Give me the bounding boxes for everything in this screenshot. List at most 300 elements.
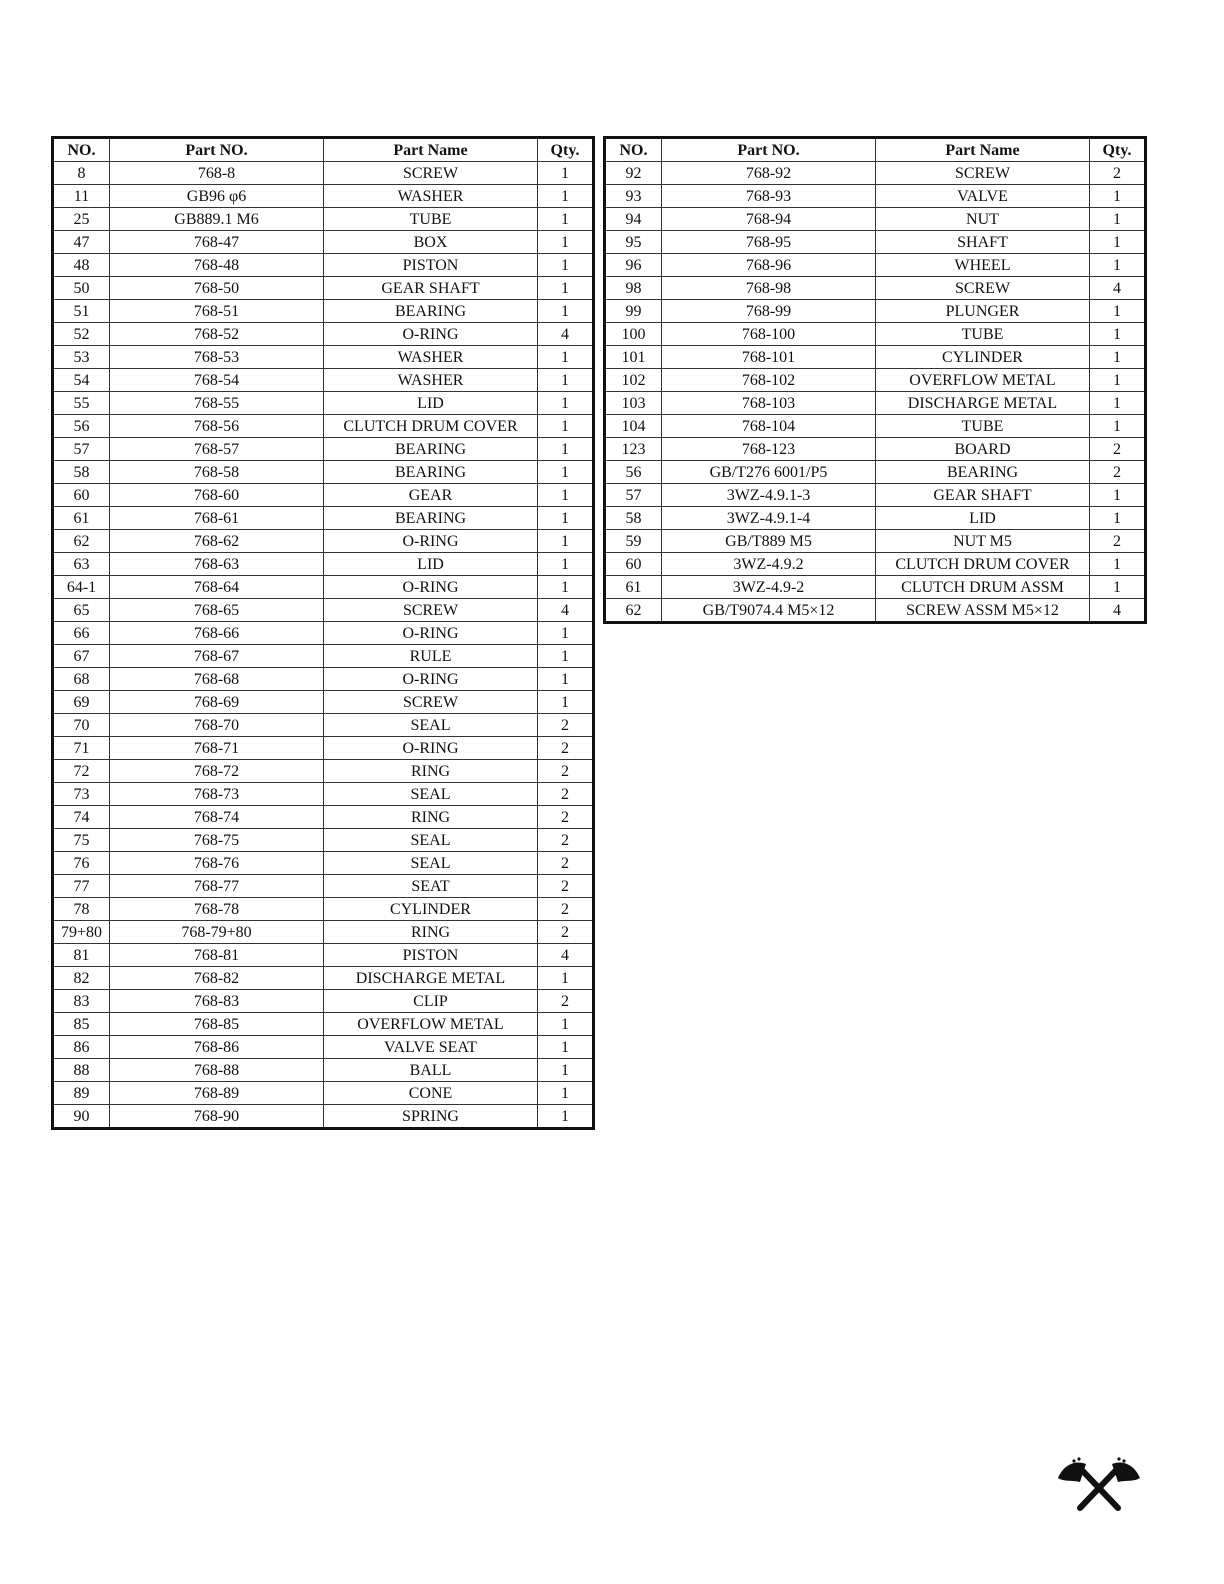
cell-no: 59 [605,530,662,553]
cell-part-no: 768-76 [110,852,324,875]
cell-part-no: 768-63 [110,553,324,576]
cell-part-no: 768-57 [110,438,324,461]
cell-no: 76 [53,852,110,875]
cell-qty: 2 [538,737,594,760]
table-row [605,323,1146,346]
table-row [605,461,1146,484]
cell-qty: 2 [538,990,594,1013]
cell-qty: 1 [1090,323,1146,346]
cell-part-name: TUBE [324,208,538,231]
cell-part-name: SCREW [324,599,538,622]
cell-part-name: BEARING [324,461,538,484]
cell-part-name: CONE [324,1082,538,1105]
cell-qty: 1 [1090,507,1146,530]
header-qty: Qty. [538,138,594,162]
table-row [53,921,594,944]
table-row [53,553,594,576]
cell-part-no: 768-95 [662,231,876,254]
cell-part-name: DISCHARGE METAL [876,392,1090,415]
table-row [53,1036,594,1059]
cell-part-no: 768-68 [110,668,324,691]
cell-part-no: 768-69 [110,691,324,714]
cell-part-no: 768-102 [662,369,876,392]
cell-part-name: RULE [324,645,538,668]
cell-part-no: 768-70 [110,714,324,737]
cell-part-no: 768-85 [110,1013,324,1036]
cell-part-no: 768-83 [110,990,324,1013]
cell-part-name: BEARING [876,461,1090,484]
table-row [53,277,594,300]
cell-part-name: BALL [324,1059,538,1082]
cell-no: 11 [53,185,110,208]
cell-no: 96 [605,254,662,277]
cell-part-no: 768-65 [110,599,324,622]
cell-no: 67 [53,645,110,668]
cell-qty: 1 [538,553,594,576]
table-row [605,254,1146,277]
table-row [53,645,594,668]
cell-part-name: O-RING [324,668,538,691]
cell-qty: 1 [538,208,594,231]
cell-no: 63 [53,553,110,576]
cell-part-name: SEAL [324,829,538,852]
cell-no: 123 [605,438,662,461]
cell-qty: 1 [538,346,594,369]
cell-qty: 1 [538,185,594,208]
cell-part-name: NUT M5 [876,530,1090,553]
cell-qty: 1 [538,645,594,668]
cell-no: 56 [605,461,662,484]
cell-part-name: SCREW [876,277,1090,300]
cell-part-no: 768-8 [110,162,324,185]
table-row [53,507,594,530]
table-row [605,553,1146,576]
cell-no: 77 [53,875,110,898]
cell-no: 53 [53,346,110,369]
table-row [53,530,594,553]
cell-no: 60 [605,553,662,576]
table-row [53,300,594,323]
cell-qty: 1 [1090,346,1146,369]
table-row [53,990,594,1013]
cell-part-no: 768-81 [110,944,324,967]
table-row [53,1059,594,1082]
cell-qty: 4 [538,323,594,346]
cell-part-no: 768-88 [110,1059,324,1082]
table-row [605,438,1146,461]
table-row [605,576,1146,599]
table-row [53,967,594,990]
cell-part-no: 768-99 [662,300,876,323]
cell-part-no: 768-75 [110,829,324,852]
cell-part-name: O-RING [324,530,538,553]
cell-part-no: 768-48 [110,254,324,277]
cell-part-no: 768-51 [110,300,324,323]
cell-part-name: WASHER [324,185,538,208]
cell-no: 56 [53,415,110,438]
table-row [53,691,594,714]
cell-part-no: GB96 φ6 [110,185,324,208]
table-row [53,231,594,254]
table-row [53,622,594,645]
table-row [605,231,1146,254]
cell-qty: 2 [538,783,594,806]
header-part-name: Part Name [876,138,1090,162]
cell-no: 82 [53,967,110,990]
cell-qty: 1 [1090,254,1146,277]
cell-part-no: 768-77 [110,875,324,898]
cell-part-no: 768-60 [110,484,324,507]
cell-part-no: 768-100 [662,323,876,346]
cell-part-name: CYLINDER [876,346,1090,369]
cell-part-name: PLUNGER [876,300,1090,323]
cell-part-name: DISCHARGE METAL [324,967,538,990]
cell-part-name: SCREW [876,162,1090,185]
table-row [605,185,1146,208]
cell-part-name: WASHER [324,369,538,392]
table-row [53,875,594,898]
cell-part-no: GB889.1 M6 [110,208,324,231]
cell-no: 93 [605,185,662,208]
cell-qty: 1 [538,369,594,392]
cell-no: 89 [53,1082,110,1105]
cell-no: 78 [53,898,110,921]
cell-qty: 2 [538,829,594,852]
cell-part-name: BEARING [324,438,538,461]
table-row [53,829,594,852]
cell-part-no: 768-92 [662,162,876,185]
cell-no: 57 [605,484,662,507]
cell-no: 60 [53,484,110,507]
table-row [605,369,1146,392]
cell-no: 90 [53,1105,110,1129]
cell-qty: 1 [538,668,594,691]
cell-part-no: 768-89 [110,1082,324,1105]
cell-qty: 2 [1090,461,1146,484]
cell-part-name: O-RING [324,576,538,599]
cell-qty: 1 [1090,576,1146,599]
cell-part-name: GEAR SHAFT [876,484,1090,507]
cell-qty: 2 [538,898,594,921]
cell-part-no: 768-98 [662,277,876,300]
cell-no: 86 [53,1036,110,1059]
cell-part-no: GB/T889 M5 [662,530,876,553]
table-row [53,783,594,806]
table-row [53,898,594,921]
table-header-row [605,138,1146,162]
cell-qty: 1 [538,254,594,277]
cell-qty: 1 [1090,553,1146,576]
cell-no: 85 [53,1013,110,1036]
cell-part-no: 768-123 [662,438,876,461]
cell-no: 73 [53,783,110,806]
cell-no: 57 [53,438,110,461]
cell-qty: 1 [538,438,594,461]
cell-part-name: SCREW ASSM M5×12 [876,599,1090,623]
table-row [53,392,594,415]
table-row [605,599,1146,623]
cell-no: 101 [605,346,662,369]
table-row [53,944,594,967]
cell-no: 100 [605,323,662,346]
table-row [53,438,594,461]
table-row [53,1013,594,1036]
cell-no: 69 [53,691,110,714]
cell-no: 25 [53,208,110,231]
cell-part-name: RING [324,921,538,944]
cell-qty: 2 [538,852,594,875]
cell-qty: 1 [538,967,594,990]
cell-part-no: 768-66 [110,622,324,645]
cell-no: 52 [53,323,110,346]
cell-part-no: 768-101 [662,346,876,369]
cell-part-name: SCREW [324,162,538,185]
cell-part-name: PISTON [324,944,538,967]
cell-part-no: GB/T276 6001/P5 [662,461,876,484]
cell-no: 61 [605,576,662,599]
cell-qty: 1 [538,622,594,645]
cell-part-name: SPRING [324,1105,538,1129]
table-row [53,415,594,438]
cell-no: 50 [53,277,110,300]
cell-qty: 1 [538,231,594,254]
crossed-axes-icon [1056,1456,1142,1512]
cell-part-name: RING [324,806,538,829]
cell-part-name: VALVE [876,185,1090,208]
cell-qty: 1 [538,162,594,185]
cell-qty: 2 [1090,162,1146,185]
cell-qty: 1 [1090,208,1146,231]
cell-no: 83 [53,990,110,1013]
cell-qty: 2 [538,760,594,783]
cell-qty: 1 [538,392,594,415]
cell-no: 92 [605,162,662,185]
cell-no: 68 [53,668,110,691]
cell-no: 71 [53,737,110,760]
cell-part-name: GEAR SHAFT [324,277,538,300]
cell-no: 64-1 [53,576,110,599]
cell-part-no: 3WZ-4.9.1-4 [662,507,876,530]
cell-part-no: 768-54 [110,369,324,392]
header-qty: Qty. [1090,138,1146,162]
cell-qty: 1 [1090,484,1146,507]
cell-part-no: 768-104 [662,415,876,438]
cell-qty: 2 [538,921,594,944]
header-part-no: Part NO. [110,138,324,162]
parts-table-left [51,136,595,1130]
cell-qty: 1 [1090,392,1146,415]
cell-no: 75 [53,829,110,852]
cell-part-no: 768-93 [662,185,876,208]
table-row [53,576,594,599]
cell-part-no: 768-96 [662,254,876,277]
cell-no: 47 [53,231,110,254]
cell-part-name: SEAT [324,875,538,898]
cell-qty: 4 [1090,277,1146,300]
cell-qty: 1 [1090,300,1146,323]
cell-no: 95 [605,231,662,254]
cell-part-no: 768-64 [110,576,324,599]
table-row [53,714,594,737]
cell-part-no: 768-52 [110,323,324,346]
table-row [53,254,594,277]
cell-qty: 1 [538,576,594,599]
cell-part-name: SEAL [324,783,538,806]
cell-part-name: VALVE SEAT [324,1036,538,1059]
cell-part-no: 768-73 [110,783,324,806]
cell-no: 81 [53,944,110,967]
cell-part-no: 3WZ-4.9-2 [662,576,876,599]
cell-qty: 1 [538,1036,594,1059]
cell-no: 58 [53,461,110,484]
cell-part-no: 768-79+80 [110,921,324,944]
table-row [53,185,594,208]
cell-qty: 2 [1090,530,1146,553]
cell-part-name: BEARING [324,507,538,530]
cell-part-name: CLUTCH DRUM COVER [876,553,1090,576]
cell-qty: 1 [538,1105,594,1129]
cell-qty: 2 [538,806,594,829]
cell-part-name: TUBE [876,415,1090,438]
cell-qty: 2 [538,875,594,898]
cell-part-name: OVERFLOW METAL [876,369,1090,392]
cell-part-name: CLUTCH DRUM COVER [324,415,538,438]
cell-qty: 1 [538,530,594,553]
cell-part-no: 768-56 [110,415,324,438]
cell-qty: 1 [538,484,594,507]
cell-part-name: NUT [876,208,1090,231]
cell-part-no: 768-86 [110,1036,324,1059]
cell-part-no: 768-61 [110,507,324,530]
table-row [53,599,594,622]
cell-part-name: SEAL [324,852,538,875]
cell-part-no: 768-55 [110,392,324,415]
table-row [605,530,1146,553]
cell-part-no: 768-90 [110,1105,324,1129]
cell-part-no: 768-72 [110,760,324,783]
cell-part-name: O-RING [324,622,538,645]
cell-part-no: 768-62 [110,530,324,553]
cell-qty: 1 [538,507,594,530]
cell-part-no: 768-82 [110,967,324,990]
cell-no: 61 [53,507,110,530]
cell-part-no: GB/T9074.4 M5×12 [662,599,876,623]
table-row [53,1105,594,1129]
cell-no: 48 [53,254,110,277]
table-row [53,1082,594,1105]
table-row [605,277,1146,300]
table-row [53,806,594,829]
cell-no: 58 [605,507,662,530]
cell-part-name: LID [324,553,538,576]
cell-qty: 4 [538,599,594,622]
table-row [53,162,594,185]
cell-qty: 4 [1090,599,1146,623]
cell-qty: 2 [538,714,594,737]
table-row [605,346,1146,369]
cell-qty: 1 [538,1013,594,1036]
table-row [53,369,594,392]
cell-no: 98 [605,277,662,300]
cell-part-name: CYLINDER [324,898,538,921]
cell-part-name: OVERFLOW METAL [324,1013,538,1036]
cell-part-no: 768-67 [110,645,324,668]
cell-qty: 1 [538,1082,594,1105]
cell-no: 66 [53,622,110,645]
table-row [53,346,594,369]
cell-no: 72 [53,760,110,783]
parts-table-right [603,136,1147,624]
table-row [605,392,1146,415]
table-row [53,668,594,691]
cell-part-name: O-RING [324,323,538,346]
cell-no: 94 [605,208,662,231]
cell-part-no: 768-78 [110,898,324,921]
cell-qty: 4 [538,944,594,967]
cell-qty: 1 [538,277,594,300]
cell-part-name: RING [324,760,538,783]
cell-part-no: 768-47 [110,231,324,254]
cell-no: 54 [53,369,110,392]
cell-part-name: TUBE [876,323,1090,346]
table-header-row [53,138,594,162]
cell-part-no: 768-103 [662,392,876,415]
table-row [53,208,594,231]
table-row [53,461,594,484]
cell-part-no: 768-58 [110,461,324,484]
cell-no: 99 [605,300,662,323]
cell-part-name: BOX [324,231,538,254]
cell-part-no: 768-71 [110,737,324,760]
table-row [605,507,1146,530]
cell-qty: 1 [1090,231,1146,254]
cell-part-no: 768-94 [662,208,876,231]
cell-part-name: LID [324,392,538,415]
cell-part-name: PISTON [324,254,538,277]
cell-part-name: WASHER [324,346,538,369]
cell-no: 104 [605,415,662,438]
cell-qty: 1 [538,691,594,714]
cell-part-name: CLUTCH DRUM ASSM [876,576,1090,599]
cell-no: 62 [53,530,110,553]
table-row [605,484,1146,507]
cell-qty: 1 [538,415,594,438]
header-no: NO. [53,138,110,162]
cell-part-name: SHAFT [876,231,1090,254]
cell-no: 65 [53,599,110,622]
table-row [53,852,594,875]
table-row [605,300,1146,323]
cell-part-name: CLIP [324,990,538,1013]
cell-qty: 1 [1090,415,1146,438]
header-part-no: Part NO. [662,138,876,162]
cell-part-name: GEAR [324,484,538,507]
cell-qty: 1 [538,300,594,323]
cell-part-no: 768-74 [110,806,324,829]
table-row [53,484,594,507]
cell-no: 55 [53,392,110,415]
cell-part-name: BEARING [324,300,538,323]
cell-part-name: O-RING [324,737,538,760]
cell-qty: 1 [538,1059,594,1082]
cell-no: 88 [53,1059,110,1082]
cell-no: 74 [53,806,110,829]
table-row [605,208,1146,231]
cell-part-no: 768-53 [110,346,324,369]
cell-no: 79+80 [53,921,110,944]
cell-no: 103 [605,392,662,415]
cell-part-no: 3WZ-4.9.1-3 [662,484,876,507]
